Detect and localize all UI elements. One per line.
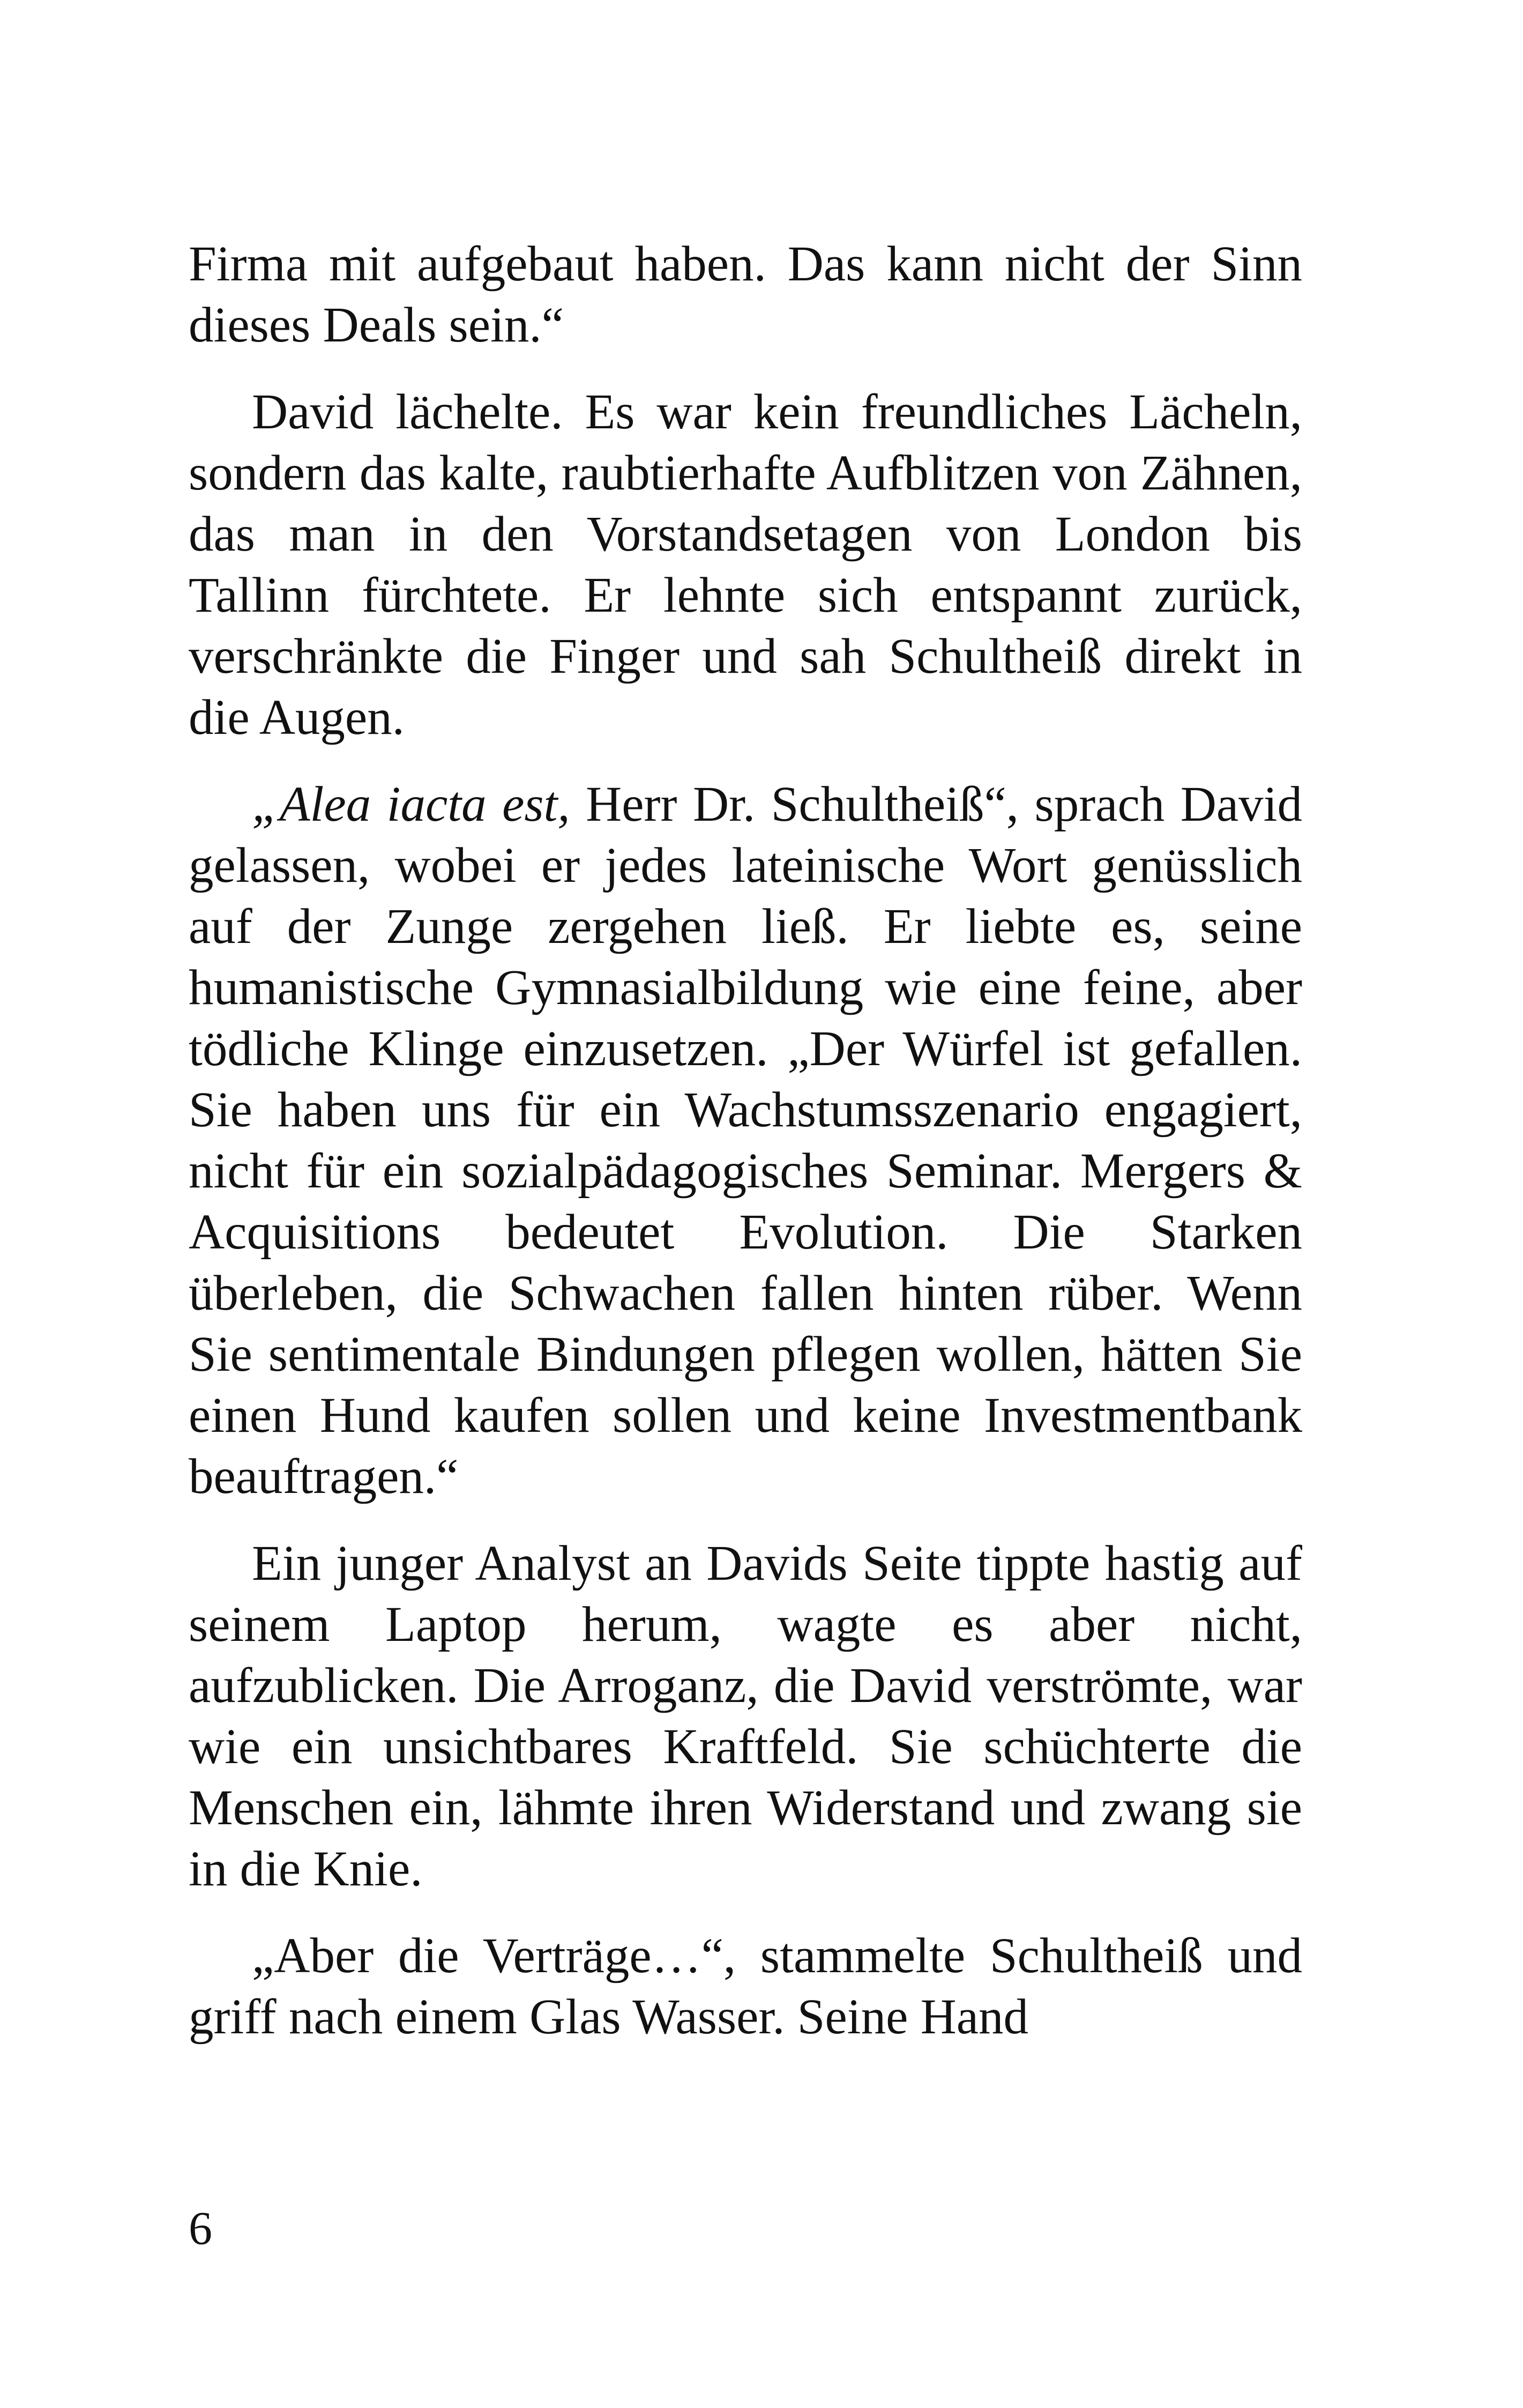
paragraph-1: Firma mit aufgebaut haben. Das kann nicht der Sinn dieses Deals sein.“ <box>189 236 1302 353</box>
body-text <box>189 234 1302 2048</box>
paragraph-4: Ein junger Analyst an Davids Seite tippte hastig auf seinem Laptop herum, wagte es aber nicht, aufzublicken. Die Arroganz, die David verströmte, war wie ein unsichtbares Kraftfeld. Sie schüchterte die Menschen ein, lähmte ihren Widerstand und zwang sie in die Knie. <box>189 1536 1302 1897</box>
page-number: 6 <box>189 2203 212 2255</box>
paragraph-2: David lächelte. Es war kein freundliches Lächeln, sondern das kalte, raubtierhafte Aufblitzen von Zähnen, das man in den Vorstandsetagen von London bis Tallinn fürchtete. Er lehnte sich entspannt zurück, verschränkte die Finger und sah Schultheiß direkt in die Augen. <box>189 384 1302 745</box>
paragraph-3 <box>189 774 1302 1507</box>
latin-phrase: „Alea iacta est, <box>252 777 570 832</box>
paragraph-5: „Aber die Verträge…“, stammelte Schultheiß und griff nach einem Glas Wasser. Seine Hand <box>189 1928 1302 2045</box>
paragraph-3-text: Herr Dr. Schultheiß“, sprach David gelassen, wobei er jedes lateinische Wort genüsslich auf der Zunge zergehen ließ. Er liebte es, seine humanistische Gymnasialbildung wie eine feine, aber tödliche Klinge einzusetzen. „Der Würfel ist gefallen. Sie haben uns für ein Wachstumsszenario engagiert, nicht für ein sozialpädagogisches Seminar. Mergers & Acquisitions bedeutet Evolution. Die Starken überleben, die Schwachen fallen hinten rüber. Wenn Sie sentimentale Bindungen pflegen wollen, hätten Sie einen Hund kaufen sollen und keine Investmentbank beauftragen.“ <box>189 777 1302 1504</box>
